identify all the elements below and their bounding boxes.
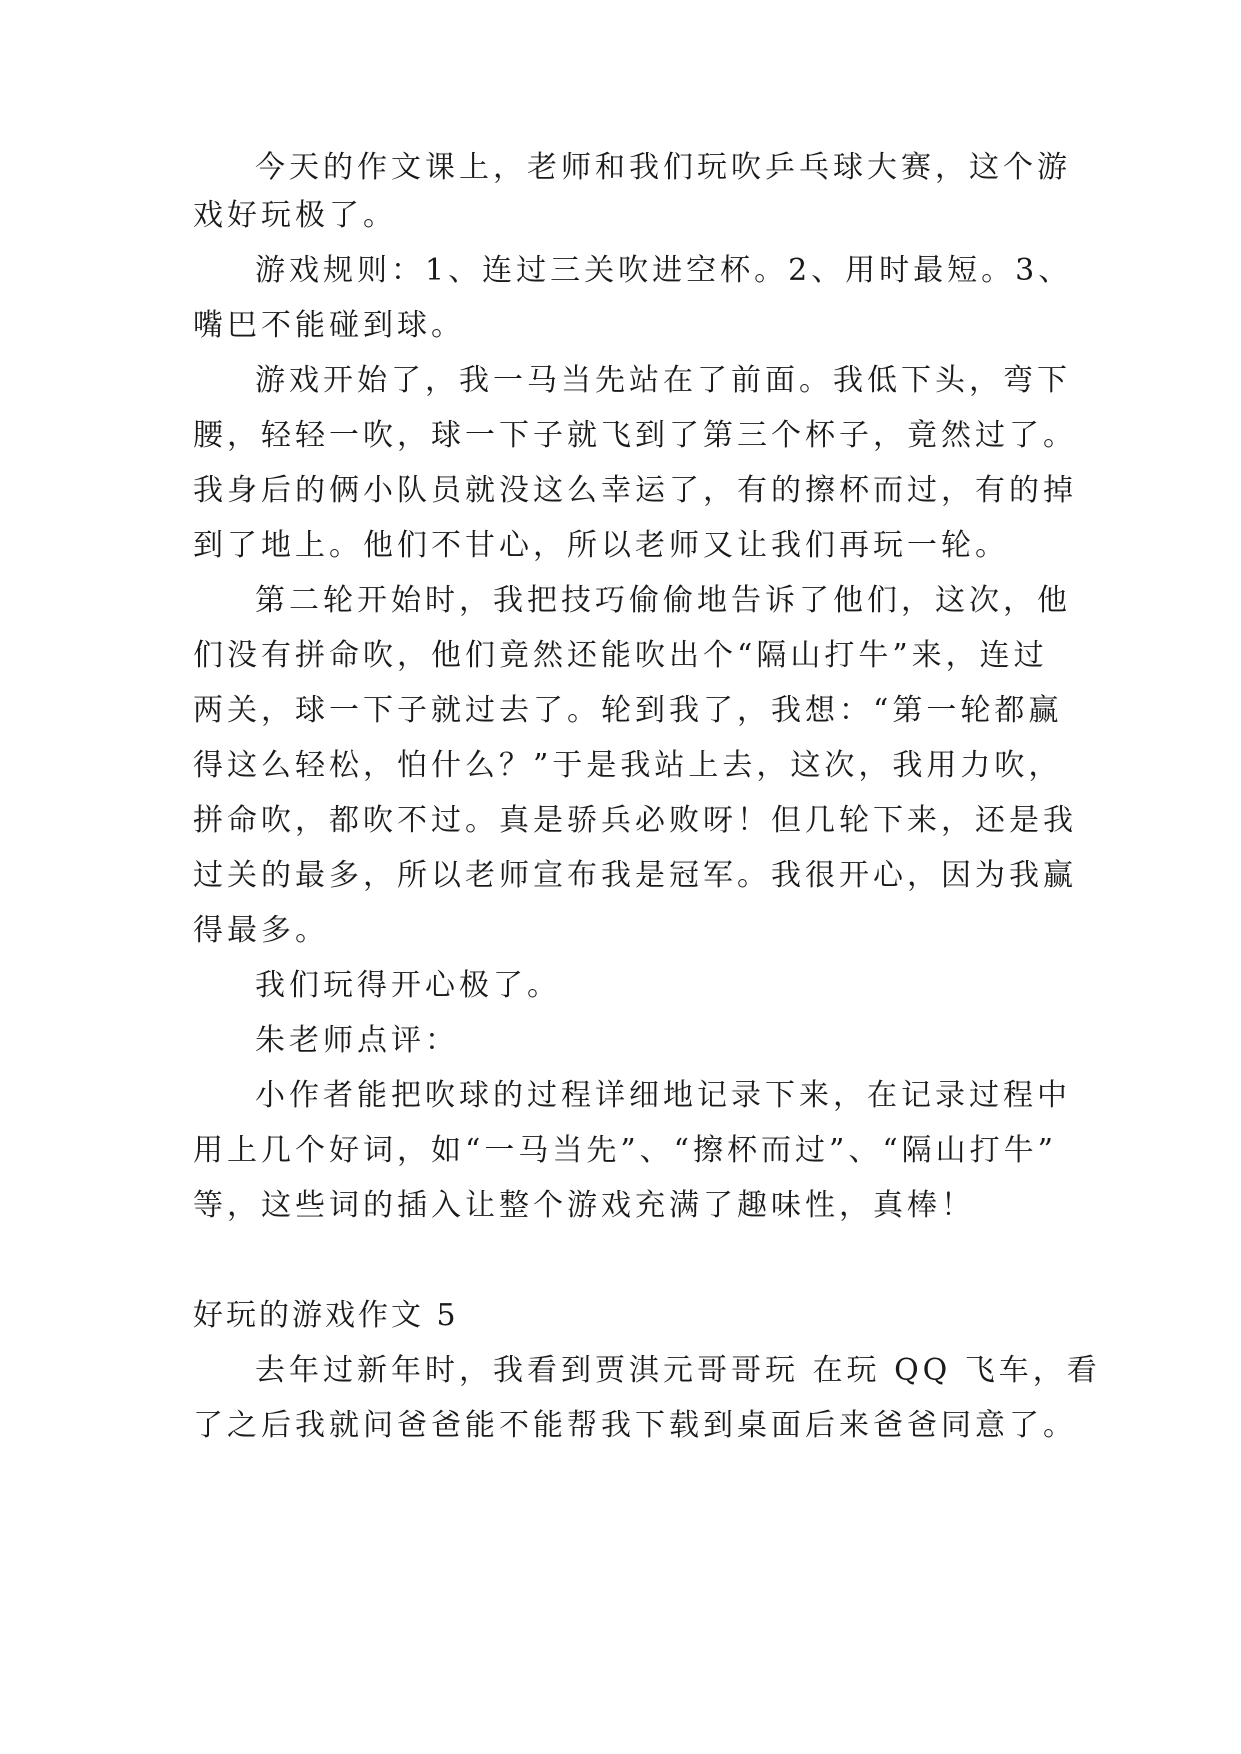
section-paragraph-line-2: 了之后我就问爸爸能不能帮我下载到桌面后来爸爸同意了。 bbox=[193, 1408, 1077, 1443]
section-paragraph-line-1: 去年过新年时，我看到贾淇元哥哥玩 在玩 QQ 飞车，看 bbox=[255, 1353, 1101, 1388]
paragraph-3-line-2: 腰，轻轻一吹，球一下子就飞到了第三个杯子，竟然过了。 bbox=[193, 418, 1077, 453]
paragraph-4-line-4: 得这么轻松，怕什么？”于是我站上去，这次，我用力吹， bbox=[193, 748, 1063, 783]
paragraph-7-line-3: 等，这些词的插入让整个游戏充满了趣味性，真棒！ bbox=[193, 1188, 975, 1223]
paragraph-3-line-4: 到了地上。他们不甘心，所以老师又让我们再玩一轮。 bbox=[193, 528, 1009, 563]
paragraph-3-line-3: 我身后的俩小队员就没这么幸运了，有的擦杯而过，有的掉 bbox=[193, 473, 1077, 508]
paragraph-5-line-1: 我们玩得开心极了。 bbox=[255, 968, 561, 1003]
paragraph-7-line-1: 小作者能把吹球的过程详细地记录下来，在记录过程中 bbox=[255, 1078, 1071, 1113]
paragraph-4-line-6: 过关的最多，所以老师宣布我是冠军。我很开心，因为我赢 bbox=[193, 858, 1077, 893]
paragraph-4-line-3: 两关，球一下子就过去了。轮到我了，我想：“第一轮都赢 bbox=[193, 693, 1063, 728]
paragraph-2-line-1: 游戏规则：1、连过三关吹进空杯。2、用时最短。3、 bbox=[255, 253, 1073, 288]
paragraph-7-line-2: 用上几个好词，如“一马当先”、“擦杯而过”、“隔山打牛” bbox=[193, 1133, 1058, 1168]
paragraph-2-line-2: 嘴巴不能碰到球。 bbox=[193, 308, 465, 343]
paragraph-3-line-1: 游戏开始了，我一马当先站在了前面。我低下头，弯下 bbox=[255, 363, 1071, 398]
paragraph-1-line-1: 今天的作文课上，老师和我们玩吹乒乓球大赛，这个游 bbox=[255, 150, 1071, 185]
paragraph-6-line-1: 朱老师点评： bbox=[255, 1023, 459, 1058]
paragraph-4-line-7: 得最多。 bbox=[193, 913, 329, 948]
paragraph-4-line-1: 第二轮开始时，我把技巧偷偷地告诉了他们，这次，他 bbox=[255, 583, 1071, 618]
paragraph-1-line-2: 戏好玩极了。 bbox=[193, 198, 397, 233]
paragraph-4-line-5: 拼命吹，都吹不过。真是骄兵必败呀！但几轮下来，还是我 bbox=[193, 803, 1077, 838]
paragraph-4-line-2: 们没有拼命吹，他们竟然还能吹出个“隔山打牛”来，连过 bbox=[193, 638, 1048, 673]
section-heading: 好玩的游戏作文 5 bbox=[193, 1298, 459, 1333]
